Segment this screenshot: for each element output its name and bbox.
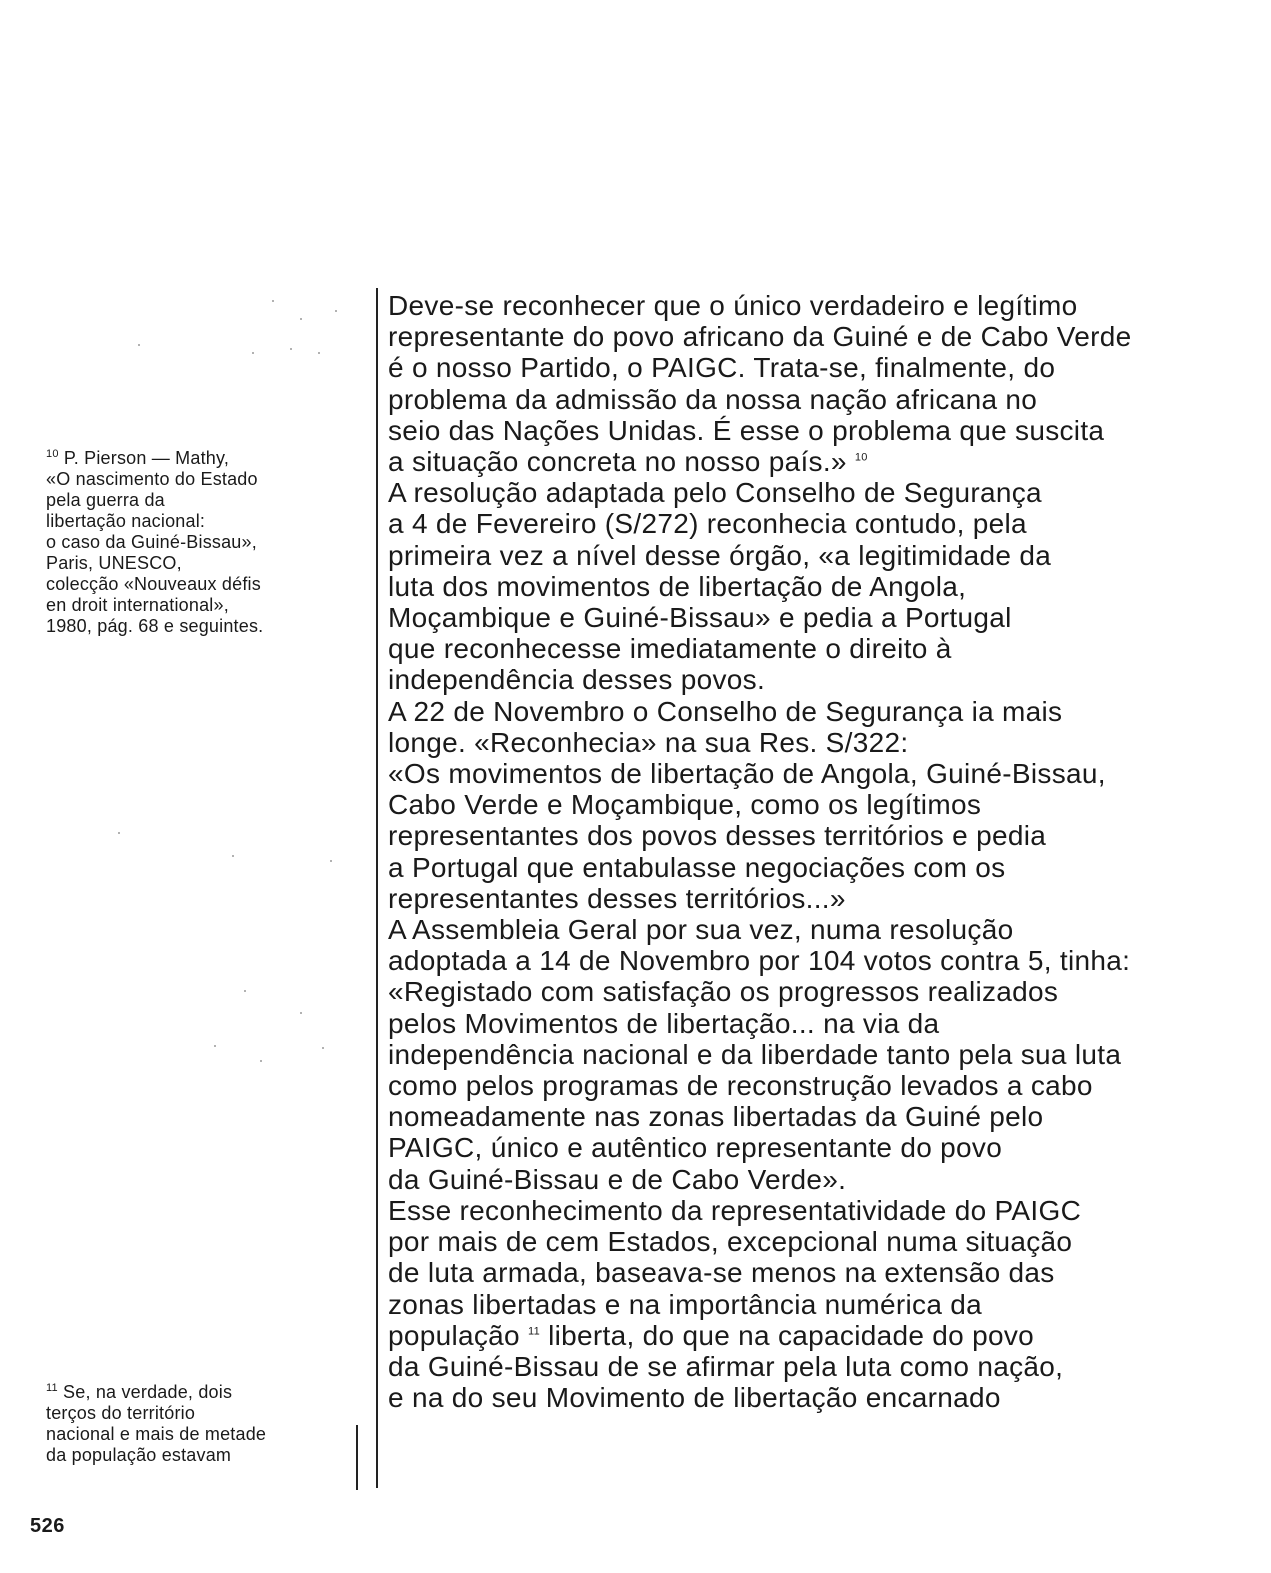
footnote-11 — [46, 1382, 356, 1466]
text-line: da Guiné-Bissau e de Cabo Verde». — [388, 1163, 847, 1195]
scan-speck — [244, 990, 246, 992]
scan-speck — [118, 832, 120, 834]
text-line: longe. «Reconhecia» na sua Res. S/322: — [388, 726, 909, 758]
scan-speck — [252, 352, 254, 354]
text-line: seio das Nações Unidas. É esse o problema que suscita — [388, 414, 1105, 446]
footnote-line: libertação nacional: — [46, 511, 206, 531]
text-line: representante do povo africano da Guiné e de Cabo Verde — [388, 321, 1132, 353]
footnote-marker: 11 — [46, 1382, 58, 1394]
scan-speck — [260, 1060, 262, 1062]
text-line: nomeadamente nas zonas libertadas da Guiné pelo — [388, 1101, 1044, 1133]
footnote-line: nacional e mais de metade — [46, 1424, 267, 1444]
text-line: da Guiné-Bissau de se afirmar pela luta como nação, — [388, 1350, 1064, 1382]
footnote-marker: 10 — [46, 448, 59, 460]
text-line: «Registado com satisfação os progressos realizados — [388, 976, 1059, 1008]
text-segment: a situação concreta no nosso país.» — [388, 446, 847, 478]
footnote-line — [46, 1382, 356, 1403]
scan-speck — [214, 1045, 216, 1047]
text-line: Moçambique e Guiné-Bissau» e pedia a Portugal — [388, 602, 1012, 634]
footnote-line: Paris, UNESCO, — [46, 553, 182, 573]
footnote-line: o caso da Guiné-Bissau», — [46, 532, 257, 552]
text-line: é o nosso Partido, o PAIGC. Trata-se, finalmente, do — [388, 352, 1056, 384]
text-segment: liberta, do que na capacidade do povo — [540, 1319, 1035, 1351]
text-line: por mais de cem Estados, excepcional numa situação — [388, 1226, 1073, 1258]
paragraph-4 — [388, 914, 1248, 1195]
text-line: adoptada a 14 de Novembro por 104 votos contra 5, tinha: — [388, 945, 1131, 977]
paragraph-2 — [388, 477, 1248, 695]
scan-speck — [335, 310, 337, 312]
text-line — [388, 446, 1248, 477]
text-segment: população — [388, 1319, 520, 1351]
footnote-line: 1980, pág. 68 e seguintes. — [46, 616, 264, 636]
scan-speck — [232, 855, 234, 857]
text-line: Deve-se reconhecer que o único verdadeiro e legítimo — [388, 290, 1078, 321]
paragraph-1 — [388, 290, 1248, 477]
scan-speck — [318, 352, 320, 354]
scan-speck — [290, 348, 292, 350]
text-line: a 4 de Fevereiro (S/272) reconhecia contudo, pela — [388, 508, 1027, 540]
text-line: A resolução adaptada pelo Conselho de Segurança — [388, 477, 1042, 509]
footnote-text: Se, na verdade, dois — [63, 1382, 233, 1402]
text-line: A Assembleia Geral por sua vez, numa resolução — [388, 914, 1014, 946]
text-line: representantes desses territórios...» — [388, 882, 846, 914]
footnote-line: colecção «Nouveaux défis — [46, 574, 261, 594]
paragraph-3 — [388, 696, 1248, 914]
footnote-line — [46, 448, 356, 469]
text-line — [388, 1320, 1248, 1351]
text-line: PAIGC, único e autêntico representante do povo — [388, 1132, 1003, 1164]
text-line: independência desses povos. — [388, 664, 766, 696]
text-line: a Portugal que entabulasse negociações com os — [388, 851, 1006, 883]
scan-speck — [138, 344, 140, 346]
text-line: pelos Movimentos de libertação... na via da — [388, 1007, 940, 1039]
text-line: Esse reconhecimento da representatividade do PAIGC — [388, 1194, 1082, 1226]
scan-speck — [322, 1047, 324, 1049]
text-line: Cabo Verde e Moçambique, como os legítimos — [388, 789, 982, 821]
footnote-line: pela guerra da — [46, 490, 165, 510]
text-line: A 22 de Novembro o Conselho de Segurança ia mais — [388, 695, 1063, 727]
text-line: luta dos movimentos de libertação de Angola, — [388, 570, 967, 602]
footnote-reference-10: 10 — [854, 451, 868, 464]
text-line: que reconhecesse imediatamente o direito à — [388, 633, 952, 665]
footnote-line: en droit international», — [46, 595, 229, 615]
text-line: de luta armada, baseava-se menos na extensão das — [388, 1257, 1055, 1289]
text-line: e na do seu Movimento de libertação encarnado — [388, 1382, 1001, 1414]
footnote-line: «O nascimento do Estado — [46, 469, 258, 489]
main-text-column — [388, 290, 1248, 1413]
text-line: primeira vez a nível desse órgão, «a legitimidade da — [388, 539, 1052, 571]
paragraph-5 — [388, 1195, 1248, 1413]
footnote-line: da população estavam — [46, 1445, 232, 1465]
footnote-reference-11: 11 — [528, 1325, 541, 1338]
text-line: zonas libertadas e na importância numérica da — [388, 1288, 983, 1320]
text-line: representantes dos povos desses territórios e pedia — [388, 820, 1047, 852]
text-line: problema da admissão da nossa nação africana no — [388, 383, 1038, 415]
scan-speck — [330, 860, 332, 862]
scan-speck — [272, 300, 274, 302]
text-line: «Os movimentos de libertação de Angola, Guiné-Bissau, — [388, 758, 1106, 790]
footnote-text: P. Pierson — Mathy, — [63, 448, 230, 468]
column-divider-lower — [356, 1425, 358, 1490]
scan-speck — [300, 1012, 302, 1014]
scan-speck — [300, 318, 302, 320]
page-number: 526 — [30, 1515, 65, 1537]
text-line: como pelos programas de reconstrução levados a cabo — [388, 1070, 1093, 1102]
footnote-line: terços do território — [46, 1403, 196, 1423]
footnote-10 — [46, 448, 356, 637]
text-line: independência nacional e da liberdade tanto pela sua luta — [388, 1038, 1122, 1070]
column-divider — [376, 288, 378, 1488]
